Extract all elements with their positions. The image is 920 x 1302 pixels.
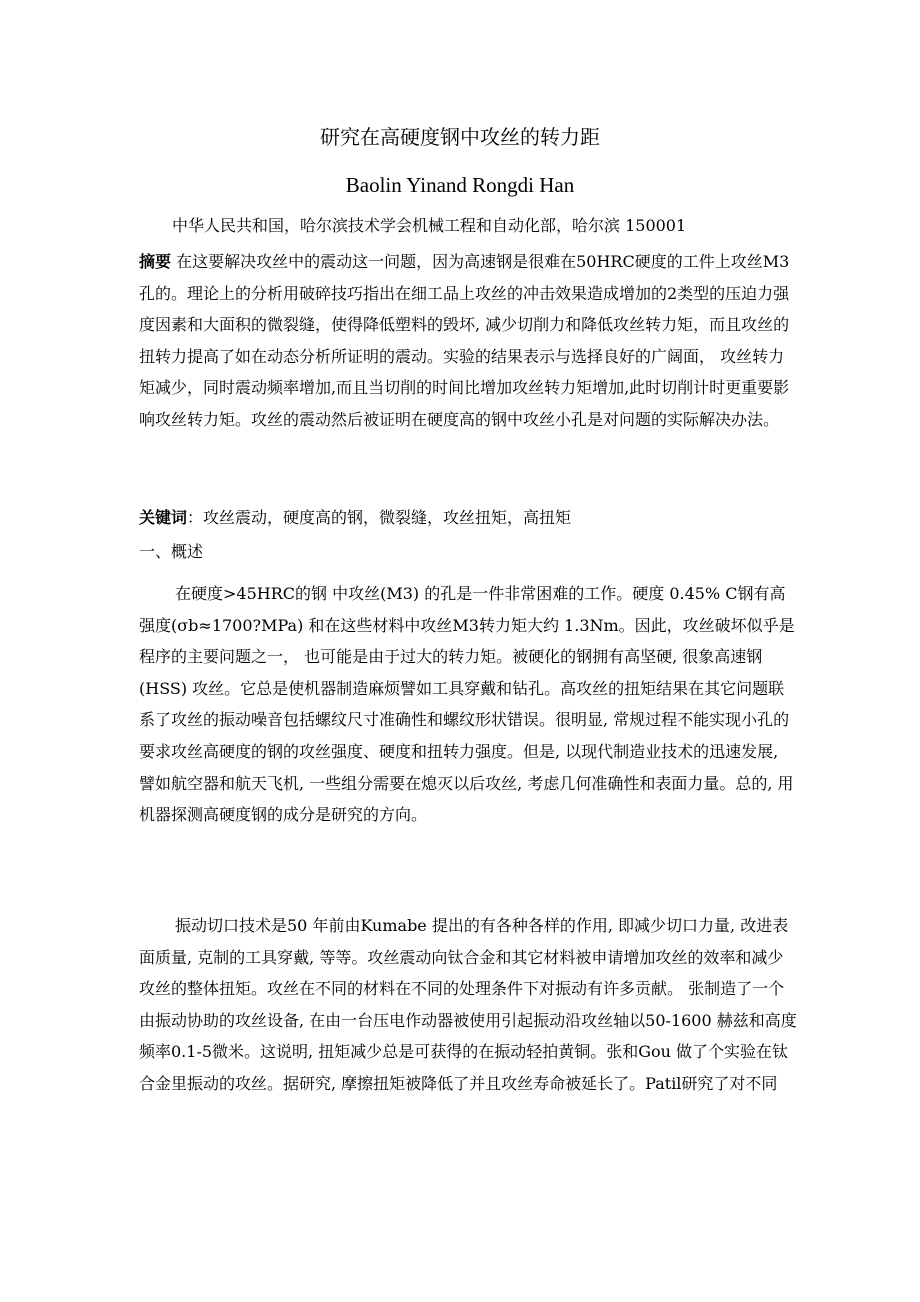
body-paragraph-1 xyxy=(139,578,799,831)
abstract xyxy=(139,246,799,436)
authors: Baolin Yinand Rongdi Han xyxy=(345,173,575,197)
paper-title: 研究在高硬度钢中攻丝的转力距 xyxy=(320,125,600,149)
paragraph-1-text: 在硬度>45HRC的钢 中攻丝(M3) 的孔是一件非常困难的工作。硬度 0.45% C钢有高强度(σb≈1700?MPa) 和在这些材料中攻丝M3转力矩大约 1.3Nm。因此，攻丝破坏似乎是程序的主要问题之一， 也可能是由于过大的转力矩。被硬化的钢拥有高坚硬, 很象高速钢(HSS) 攻丝。它总是使机器制造麻烦譬如工具穿戴和钻孔。高攻丝的扭矩结果在其它问题联系了攻丝的振动噪音包括螺纹尺寸准确性和螺纹形状错误。很明显, 常规过程不能实现小孔的要求攻丝高硬度的钢的攻丝强度、硬度和扭转力强度。但是, 以现代制造业技术的迅速发展, 譬如航空器和航天飞机, 一些组分需要在熄灭以后攻丝, 考虑几何准确性和表面力量。总的, 用机器探测高硬度钢的成分是研究的方向。 xyxy=(139,584,795,825)
affiliation: 中华人民共和国，哈尔滨技术学会机械工程和自动化部，哈尔滨 150001 xyxy=(172,216,687,235)
section-heading: 一、概述 xyxy=(139,542,204,561)
keywords-text: ：攻丝震动，硬度高的钢，微裂缝，攻丝扭矩，高扭矩 xyxy=(187,508,572,527)
keywords xyxy=(139,505,799,531)
abstract-text: 在这要解决攻丝中的震动这一问题，因为高速钢是很难在50HRC硬度的工件上攻丝M3孔的。理论上的分析用破碎技巧指出在细工品上攻丝的冲击效果造成增加的2类型的压迫力强度因素和大面积的微裂缝，使得降低塑料的毁坏, 减少切削力和降低攻丝转力矩，而且攻丝的扭转力提高了如在动态分析所证明的震动。实验的结果表示与选择良好的广阔面， 攻丝转力矩减少，同时震动频率增加,而且当切削的时间比增加攻丝转力矩增加,此时切削计时更重要影响攻丝转力矩。攻丝的震动然后被证明在硬度高的钢中攻丝小孔是对问题的实际解决办法。 xyxy=(139,252,790,429)
abstract-label: 摘要 xyxy=(139,252,172,271)
body-paragraph-2 xyxy=(139,910,799,1100)
keywords-label: 关键词 xyxy=(139,508,188,527)
paragraph-2-text: 振动切口技术是50 年前由Kumabe 提出的有各种各样的作用, 即减少切口力量, 改进表面质量, 克制的工具穿戴, 等等。攻丝震动向钛合金和其它材料被申请增加攻丝的效率和减少攻丝的整体扭矩。攻丝在不同的材料在不同的处理条件下对振动有许多贡献。 张制造了一个由振动协助的攻丝设备, 在由一台压电作动器被使用引起振动沿攻丝轴以50-1600 赫兹和高度频率0.1-5微米。这说明, 扭矩减少总是可获得的在振动轻拍黄铜。张和Gou 做了个实验在钛合金里振动的攻丝。据研究, 摩擦扭矩被降低了并且攻丝寿命被延长了。Patil研究了对不同 xyxy=(139,916,797,1093)
